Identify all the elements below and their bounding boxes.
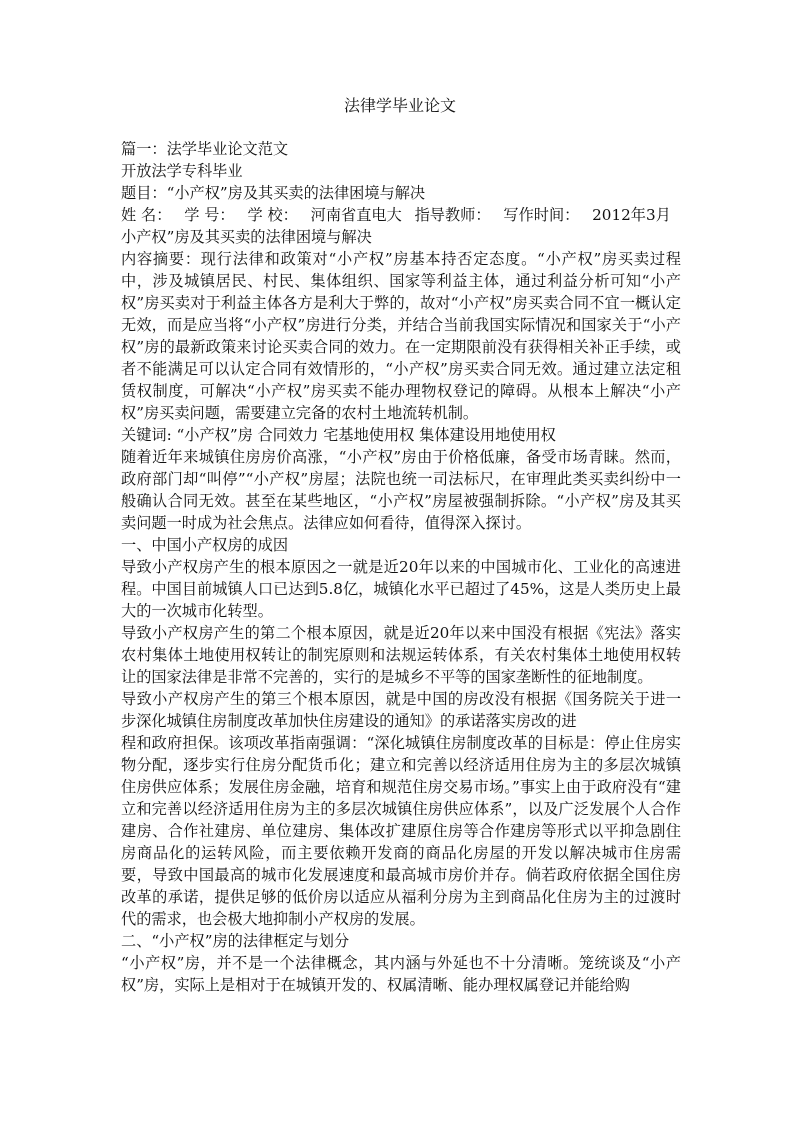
document-body <box>121 138 681 996</box>
section-1-paragraph-3a: 导致小产权房产生的第三个根本原因，就是中国的房改没有根据《国务院关于进一步深化城镇住房制度改革加快住房建设的通知》的承诺落实房改的进 <box>121 690 681 730</box>
meta-row <box>121 204 681 226</box>
abstract-paragraph: 内容摘要：现行法律和政策对“小产权”房基本持否定态度。“小产权”房买卖过程中，涉及城镇居民、村民、集体组织、国家等利益主体，通过利益分析可知“小产权”房买卖对于利益主体各方是利大于弊的，故对“小产权”房买卖合同不宜一概认定无效，而是应当将“小产权”房进行分类，并结合当前我国实际情况和国家关于“小产权”房的最新政策来讨论买卖合同的效力。在一定期限前没有获得相关补正手续，或者不能满足可以认定合同有效情形的，“小产权”房买卖合同无效。通过建立法定租赁权制度，可解决“小产权”房买卖不能办理物权登记的障碍。从根本上解决“小产权”房买卖问题，需要建立完备的农村土地流转机制。 <box>121 250 681 422</box>
student-id-label: 学 号： <box>184 206 235 224</box>
section-1-paragraph-2: 导致小产权房产生的第二个根本原因，就是近20年以来中国没有根据《宪法》落实农村集体土地使用权转让的制宪原则和法规运转体系，有关农村集体土地使用权转让的国家法律是非常不完善的，实行的是城乡不平等的国家垄断性的征地制度。 <box>121 624 681 686</box>
school-value: 河南省直电大 <box>310 206 402 224</box>
program-line: 开放法学专科毕业 <box>121 162 243 180</box>
school-label: 学 校： <box>247 206 298 224</box>
document-title: 法律学毕业论文 <box>343 96 456 115</box>
section-1-heading: 一、中国小产权房的成因 <box>121 536 289 554</box>
intro-paragraph: 随着近年来城镇住房房价高涨，“小产权”房由于价格低廉，备受市场青睐。然而，政府部门却“叫停”“小产权”房屋；法院也统一司法标尺，在审理此类买卖纠纷中一般确认合同无效。甚至在某些地区，“小产权”房屋被强制拆除。“小产权”房及其买卖问题一时成为社会焦点。法律应如何看待，值得深入探讨。 <box>121 448 681 532</box>
section-1-paragraph-3b: 程和政府担保。该项改革指南强调：“深化城镇住房制度改革的目标是：停止住房实物分配，逐步实行住房分配货币化；建立和完善以经济适用住房为主的多层次城镇住房供应体系；发展住房金融，培育和规范住房交易市场。”事实上由于政府没有“建立和完善以经济适用住房为主的多层次城镇住房供应体系”，以及广泛发展个人合作建房、合作社建房、单位建房、集体改扩建原住房等合作建房等形式以平抑急剧住房商品化的运转风险，而主要依赖开发商的商品化房屋的开发以解决城市住房需要，导致中国最高的城市化发展速度和最高城市房价并存。倘若政府依据全国住房改革的承诺，提供足够的低价房以适应从福利分房为主到商品化住房为主的过渡时代的需求，也会极大地抑制小产权房的发展。 <box>121 734 681 928</box>
section-2-paragraph-1: “小产权”房，并不是一个法律概念，其内涵与外延也不十分清晰。笼统谈及“小产权”房，实际上是相对于在城镇开发的、权属清晰、能办理权属登记并能给购 <box>121 954 681 994</box>
name-label: 姓 名： <box>121 206 172 224</box>
topic-line: 题目：“小产权”房及其买卖的法律困境与解决 <box>121 184 426 202</box>
subtitle-line: 小产权”房及其买卖的法律困境与解决 <box>121 228 372 246</box>
part-heading: 篇一：法学毕业论文范文 <box>121 140 289 158</box>
keywords-line: 关键词: “小产权”房 合同效力 宅基地使用权 集体建设用地使用权 <box>121 426 556 444</box>
section-1-paragraph-1: 导致小产权房产生的根本原因之一就是近20年以来的中国城市化、工业化的高速进程。中国目前城镇人口已达到5.8亿，城镇化水平已超过了45%，这是人类历史上最大的一次城市化转型。 <box>121 558 681 620</box>
date-value: 2012年3月 <box>592 206 671 224</box>
section-2-heading: 二、“小产权”房的法律框定与划分 <box>121 932 350 950</box>
date-label: 写作时间： <box>503 206 580 224</box>
advisor-label: 指导教师： <box>414 206 491 224</box>
